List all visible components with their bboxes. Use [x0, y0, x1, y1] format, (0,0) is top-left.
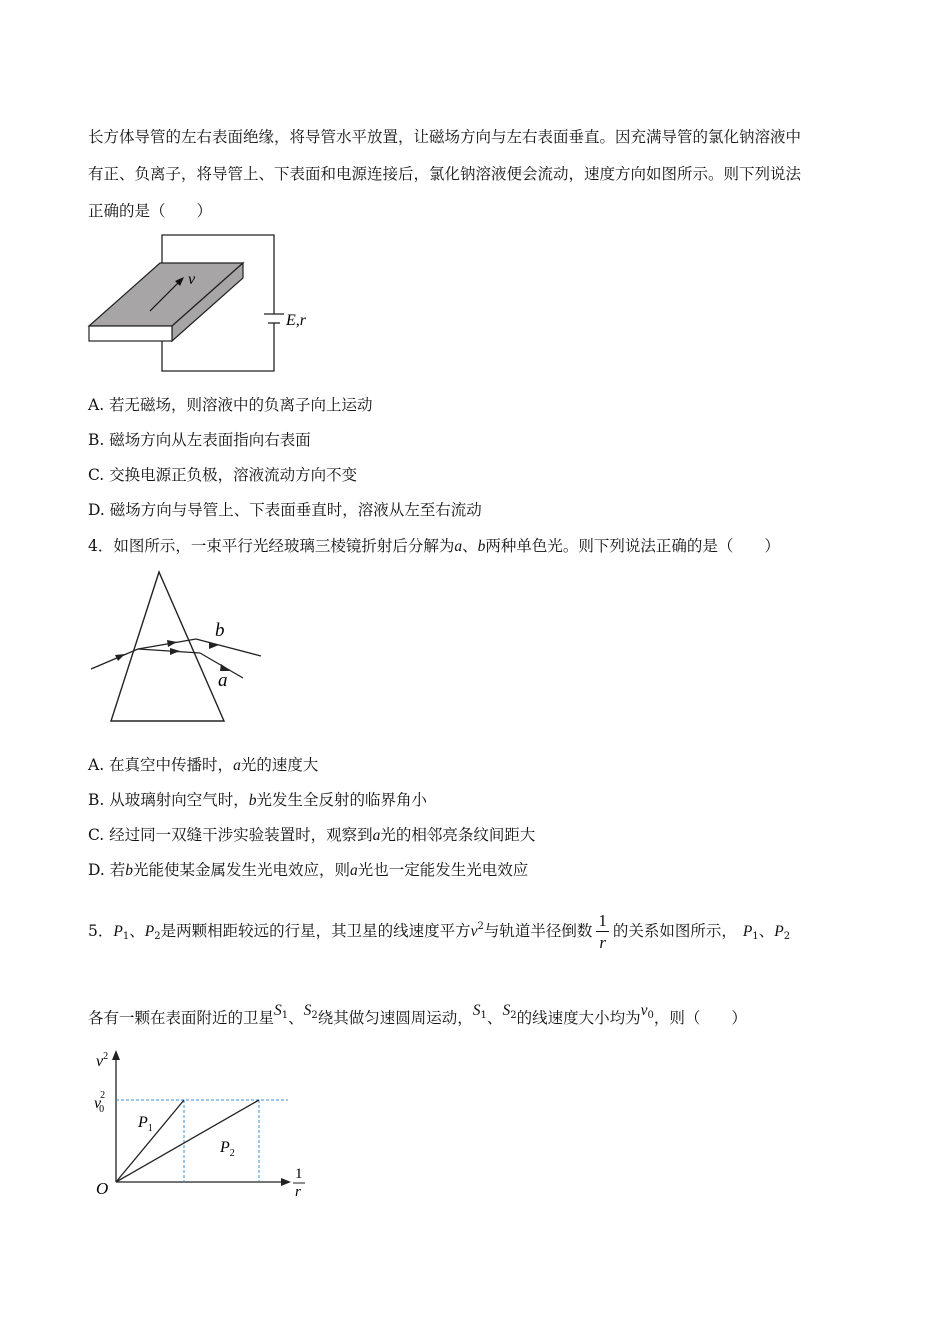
q4-sep: 、	[462, 537, 478, 555]
q4-optA-var: a	[233, 757, 241, 774]
p1-label: $P_1$	[138, 1114, 153, 1134]
q5-sep1: 、	[129, 922, 145, 940]
q4-var-b: b	[477, 538, 486, 555]
q4-option-b	[88, 790, 427, 811]
q3-conduit-figure	[80, 228, 320, 380]
q5-text1: 是两颗相距较远的行星，其卫星的线速度平方	[160, 922, 471, 940]
prism	[111, 572, 224, 721]
q4-optD-pre: D. 若	[88, 861, 126, 879]
q4-optD-post: 光也一定能发生光电效应	[357, 861, 529, 879]
p1-line	[116, 1100, 184, 1182]
v0-tick-label: v2 0	[94, 1090, 106, 1115]
q4-prism-figure	[85, 568, 275, 728]
q4-stem-post: 两种单色光。则下列说法正确的是（ ）	[485, 537, 780, 555]
q3-stem-line2: 有正、负离子，将导管上、下表面和电源连接后，氯化钠溶液便会流动，速度方向如图所示。则下列说法	[88, 165, 802, 183]
q5-s1b-sub: 1	[480, 1010, 487, 1021]
q5-line2-pre: 各有一颗在表面附近的卫星	[88, 1009, 275, 1027]
origin-label: O	[96, 1179, 109, 1198]
q5-s1b: S	[472, 1002, 481, 1019]
y-axis-arrowhead	[112, 1050, 120, 1060]
q5-p2-sub: 2	[154, 931, 161, 942]
q5-s1: S	[274, 1002, 282, 1019]
q5-p2: P	[144, 923, 155, 940]
q5-s2: S	[303, 1002, 312, 1019]
q5-line2-mid: 绕其做匀速圆周运动，	[317, 1009, 473, 1027]
q5-p1b-sub: 1	[752, 931, 759, 942]
q5-v: v	[470, 923, 478, 940]
velocity-label: v	[188, 271, 196, 288]
exit-ray-b	[196, 639, 261, 656]
inner-arrowhead-a	[170, 648, 180, 655]
q3-stem-line3: 正确的是（ ）	[88, 202, 213, 220]
q5-line2-mid2: 的线速度大小均为	[516, 1009, 641, 1027]
q5-sep3: 、	[288, 1009, 304, 1027]
q4-optD-var2: a	[350, 862, 358, 879]
q5-p2b: P	[774, 923, 784, 940]
inner-ray-a	[138, 649, 200, 653]
q4-optA-pre: A. 在真空中传播时，	[88, 756, 234, 774]
q5-text2: 与轨道半径倒数	[483, 922, 593, 940]
q4-optB-post: 光发生全反射的临界角小	[256, 791, 428, 809]
q5-s2-sub: 2	[311, 1010, 318, 1021]
incident-arrowhead	[115, 654, 125, 661]
q3-option-c: C. 交换电源正负极，溶液流动方向不变	[88, 466, 358, 484]
q5-sep4: 、	[486, 1009, 503, 1027]
q3-option-a: A. 若无磁场，则溶液中的负离子向上运动	[88, 396, 373, 414]
q3-stem-line1: 长方体导管的左右表面绝缘，将导管水平放置，让磁场方向与左右表面垂直。因充满导管的氯化钠溶液中	[88, 128, 802, 146]
q5-stem-line2	[88, 1002, 747, 1036]
q5-text3: 的关系如图所示，	[612, 922, 737, 940]
q4-stem-pre: 如图所示，一束平行光经玻璃三棱镜折射后分解为	[113, 537, 455, 555]
q5-s1-sub: 1	[281, 1010, 289, 1021]
q5-frac-num: 1	[598, 910, 607, 930]
q4-number: 4．	[88, 537, 114, 555]
q4-optC-post: 光的相邻亮条纹间距大	[380, 826, 536, 844]
q5-p1b: P	[742, 923, 753, 940]
q5-graph	[88, 1048, 318, 1203]
q4-optC-pre: C. 经过同一双缝干涉实验装置时，观察到	[88, 826, 373, 844]
q5-line2-post: ，则（ ）	[653, 1009, 747, 1027]
q4-var-a: a	[454, 538, 463, 555]
q4-stem	[88, 536, 780, 557]
q5-fraction	[596, 911, 609, 954]
x-axis-num: 1	[295, 1166, 303, 1182]
q4-optD-mid: 光能使某金属发生光电效应，则	[132, 861, 350, 879]
q5-number: 5．	[88, 922, 114, 940]
q4-optB-var: b	[248, 792, 257, 809]
source-label: E,r	[286, 312, 306, 329]
q5-s2b-sub: 2	[510, 1010, 517, 1021]
q5-frac-den: r	[599, 932, 606, 952]
x-axis-arrowhead	[281, 1178, 291, 1186]
conduit-front-face	[89, 326, 172, 341]
q5-v-sq: 2	[477, 921, 484, 932]
inner-ray-b	[138, 639, 196, 649]
q3-option-b: B. 磁场方向从左表面指向右表面	[88, 431, 311, 449]
q5-p2b-sub: 2	[783, 931, 791, 942]
q4-optC-var: a	[372, 827, 381, 844]
q5-stem-line1	[88, 905, 790, 959]
q4-option-c	[88, 825, 535, 846]
q5-v0: v	[640, 1002, 648, 1019]
q4-optB-pre: B. 从玻璃射向空气时，	[88, 791, 249, 809]
q3-option-d: D. 磁场方向与导管上、下表面垂直时，溶液从左至右流动	[88, 501, 482, 519]
q5-s2b: S	[502, 1002, 511, 1019]
y-axis-label: $v^2$	[96, 1051, 109, 1070]
q5-p1: P	[113, 923, 123, 940]
p2-label: $P_2$	[220, 1139, 235, 1159]
q5-sep2: 、	[758, 922, 775, 940]
q4-option-d	[88, 860, 528, 881]
inner-arrowhead-b	[167, 640, 177, 647]
x-axis-den: r	[295, 1184, 301, 1200]
label-a: a	[218, 670, 228, 691]
q4-option-a	[88, 755, 318, 776]
q5-p1-sub: 1	[122, 931, 130, 942]
p2-line	[116, 1100, 259, 1182]
q4-optA-post: 光的速度大	[240, 756, 319, 774]
label-b: b	[215, 620, 225, 641]
q4-optD-var1: b	[125, 862, 133, 879]
q5-v0-sub: 0	[647, 1010, 654, 1021]
